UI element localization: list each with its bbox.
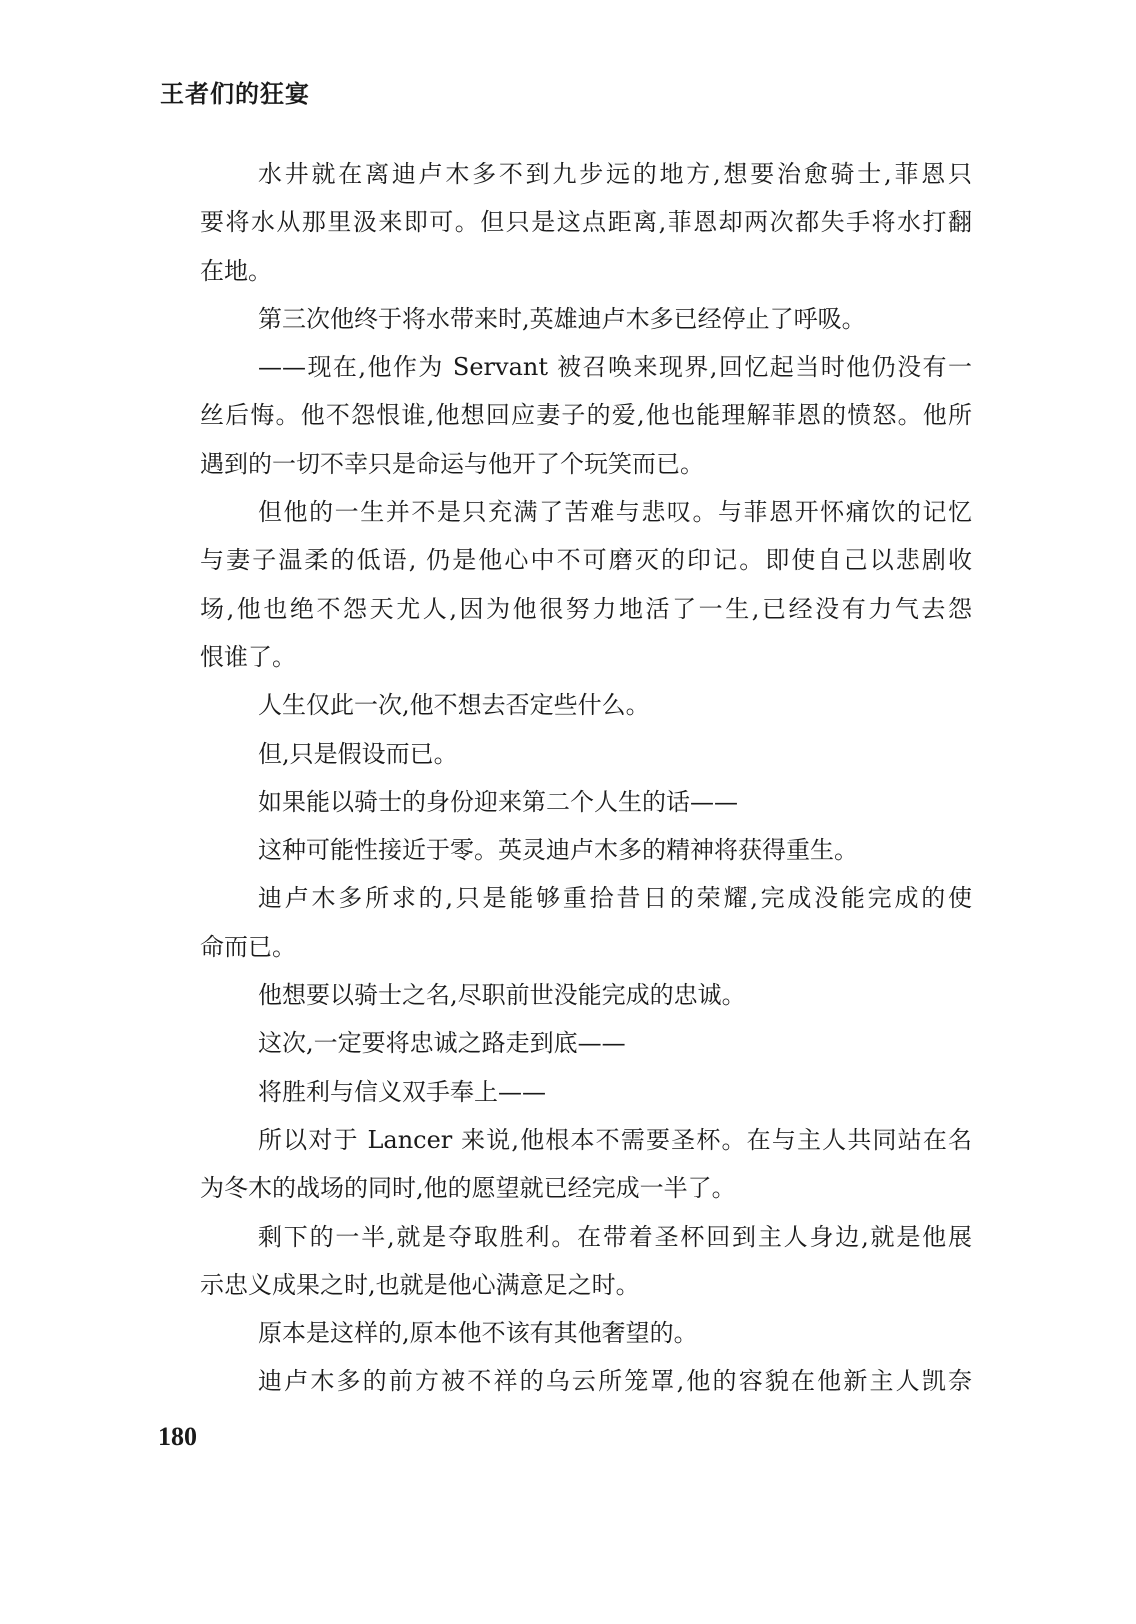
text-line: 命而已。 [200, 932, 296, 961]
text-line: 迪卢木多所求的,只是能够重拾昔日的荣耀,完成没能完成的使 [258, 884, 972, 913]
running-header: 王者们的狂宴 [160, 80, 310, 108]
text-line: 为冬木的战场的同时,他的愿望就已经完成一半了。 [200, 1174, 736, 1203]
text-line: 这次,一定要将忠诚之路走到底—— [258, 1029, 626, 1058]
text-line: 丝后悔。他不怨恨谁,他想回应妻子的爱,他也能理解菲恩的愤怒。他所 [200, 401, 972, 430]
text-line: 剩下的一半,就是夺取胜利。在带着圣杯回到主人身边,就是他展 [258, 1222, 972, 1251]
body-text [200, 150, 972, 1406]
text-line: 迪卢木多的前方被不祥的乌云所笼罩,他的容貌在他新主人凯奈 [258, 1367, 972, 1396]
text-line: 人生仅此一次,他不想去否定些什么。 [258, 691, 650, 720]
text-line: 要将水从那里汲来即可。但只是这点距离,菲恩却两次都失手将水打翻 [200, 208, 972, 237]
text-line: 与妻子温柔的低语, 仍是他心中不可磨灭的印记。即使自己以悲剧收 [200, 546, 972, 575]
text-line: 如果能以骑士的身份迎来第二个人生的话—— [258, 787, 738, 816]
text-line: 但他的一生并不是只充满了苦难与悲叹。与菲恩开怀痛饮的记忆 [258, 498, 972, 527]
text-line: ——现在,他作为 Servant 被召唤来现界,回忆起当时他仍没有一 [258, 353, 972, 382]
text-line: 他想要以骑士之名,尽职前世没能完成的忠诚。 [258, 981, 746, 1010]
text-line: 示忠义成果之时,也就是他心满意足之时。 [200, 1270, 640, 1299]
text-line: 遇到的一切不幸只是命运与他开了个玩笑而已。 [200, 449, 704, 478]
page-number: 180 [158, 1422, 197, 1451]
text-line: 在地。 [200, 256, 272, 285]
text-line: 恨谁了。 [200, 642, 296, 671]
text-line: 但,只是假设而已。 [258, 739, 458, 768]
text-line: 第三次他终于将水带来时,英雄迪卢木多已经停止了呼吸。 [258, 304, 866, 333]
text-line: 原本是这样的,原本他不该有其他奢望的。 [258, 1319, 698, 1348]
text-line: 这种可能性接近于零。英灵迪卢木多的精神将获得重生。 [258, 836, 858, 865]
text-line: 将胜利与信义双手奉上—— [258, 1077, 546, 1106]
text-line: 所以对于 Lancer 来说,他根本不需要圣杯。在与主人共同站在名 [258, 1125, 972, 1154]
text-line: 场,他也绝不怨天尤人,因为他很努力地活了一生,已经没有力气去怨 [200, 594, 972, 623]
text-line: 水井就在离迪卢木多不到九步远的地方,想要治愈骑士,菲恩只 [258, 160, 972, 188]
